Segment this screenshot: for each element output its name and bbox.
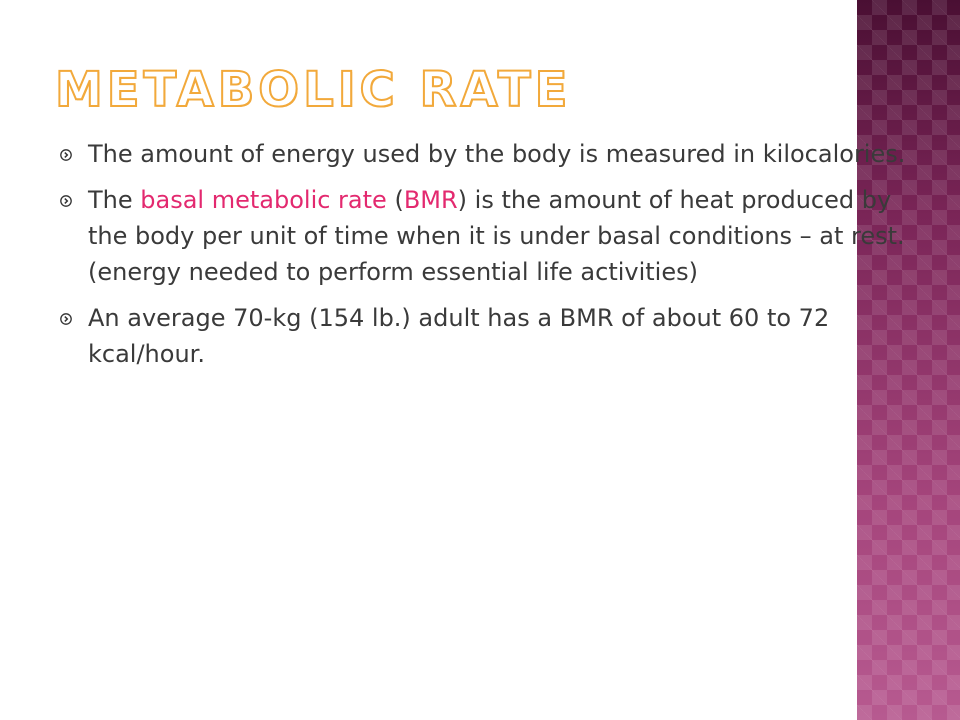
- bullet-text: The amount of energy used by the body is measured in kilocalories.: [88, 140, 906, 168]
- highlighted-term: basal metabolic rate: [140, 186, 387, 214]
- circled-chevron-icon: [60, 149, 72, 161]
- bullet-item-bmr-definition: [60, 182, 910, 290]
- bullet-text-part: The: [88, 186, 141, 214]
- bullet-item-energy-kilocalories: [60, 136, 910, 172]
- bullet-text-part: (: [386, 186, 404, 214]
- highlighted-abbreviation: BMR: [403, 186, 458, 214]
- bullet-text-part: ) is the amount of heat produced by the body per unit of time when it is under basal conditions – at rest. (energy needed to perform essential life activities): [88, 186, 905, 286]
- slide-title: METABOLIC RATE: [55, 62, 572, 118]
- bullet-text: An average 70-kg (154 lb.) adult has a BMR of about 60 to 72 kcal/hour.: [88, 304, 830, 368]
- circled-chevron-icon: [60, 313, 72, 325]
- bullet-item-average-bmr: [60, 300, 910, 372]
- circled-chevron-icon: [60, 195, 72, 207]
- bullet-list: [60, 136, 910, 372]
- slide-content: [60, 136, 910, 382]
